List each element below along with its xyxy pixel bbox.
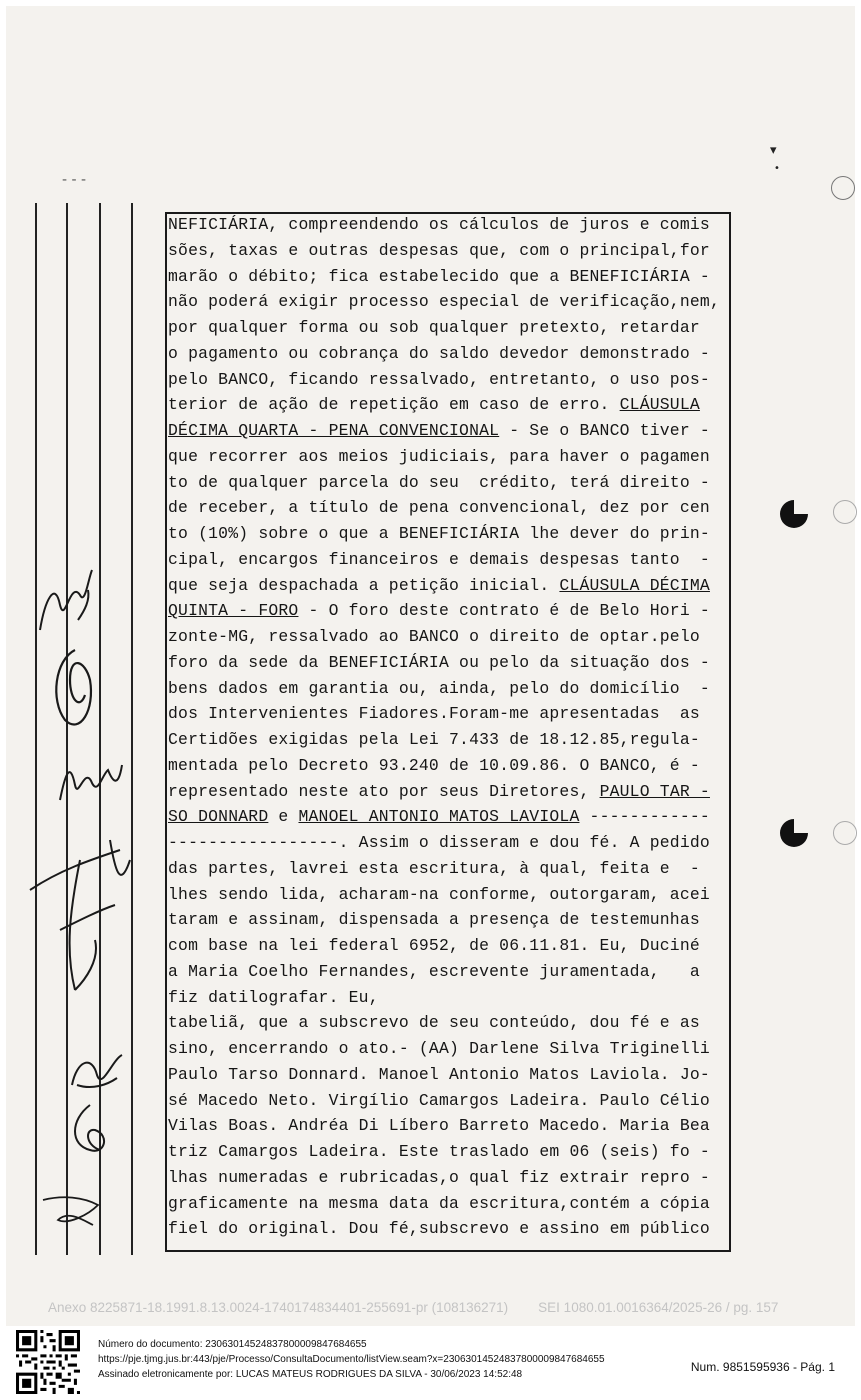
text-segment: de receber, a título de pena convencional, dez por cen — [168, 498, 710, 518]
text-line — [168, 756, 732, 776]
text-segment: graficamente na mesma data da escritura,contém a cópia — [168, 1193, 710, 1213]
text-segment: PAULO TAR - — [599, 781, 710, 801]
text-line — [168, 833, 732, 853]
punch-marker — [779, 499, 809, 529]
text-line — [168, 344, 732, 364]
text-line — [168, 498, 732, 518]
document-number: Número do documento: 23063014524837800009847684655 — [98, 1339, 367, 1350]
text-segment: MANOEL ANTONIO MATOS LAVIOLA — [298, 807, 580, 827]
text-line — [168, 1219, 732, 1239]
annex-stamp — [48, 1300, 778, 1315]
text-line — [168, 241, 732, 261]
text-segment: cipal, encargos financeiros e demais despesas tanto - — [168, 549, 710, 569]
text-line — [168, 627, 732, 647]
text-segment: to (10%) sobre o que a BENEFICIÁRIA lhe dever do prin- — [168, 524, 710, 543]
text-line — [168, 1039, 732, 1059]
text-segment: SO DONNARD — [168, 807, 269, 827]
rubric-signature — [30, 560, 110, 650]
text-segment: lhes sendo lida, acharam-na conforme, outorgaram, acei — [168, 884, 710, 904]
text-line — [168, 962, 732, 982]
rubric-signature — [20, 830, 150, 1000]
text-segment: DÉCIMA QUARTA - PENA CONVENCIONAL — [168, 421, 500, 440]
scan-mark: - - - — [62, 172, 87, 188]
punch-hole — [833, 500, 857, 524]
text-segment: bens dados em garantia ou, ainda, pelo do domicílio - — [168, 678, 710, 698]
text-segment: que recorrer aos meios judiciais, para haver o pagamen — [168, 446, 710, 466]
margin-line — [35, 203, 37, 1255]
text-line — [168, 215, 732, 235]
text-segment: ------------ — [579, 807, 710, 827]
page-number: Num. 9851595936 - Pág. 1 — [690, 1360, 835, 1374]
text-line — [168, 473, 732, 493]
text-line — [168, 601, 732, 621]
text-line — [168, 782, 732, 802]
text-segment: sino, encerrando o ato.- (AA) Darlene Silva Triginelli — [168, 1039, 710, 1058]
rubric-signature — [60, 1100, 120, 1160]
text-segment: marão o débito; fica estabelecido que a BENEFICIÁRIA - — [168, 266, 710, 286]
text-line — [168, 1116, 732, 1136]
sei-reference: SEI 1080.01.0016364/2025-26 / pg. 157 — [538, 1300, 779, 1315]
scan-mark: • — [774, 163, 780, 174]
text-segment: não poderá exigir processo especial de verificação,nem, — [168, 292, 720, 312]
qr-code[interactable] — [16, 1330, 80, 1394]
text-line — [168, 318, 732, 338]
text-segment: triz Camargos Ladeira. Este traslado em 06 (seis) fo - — [168, 1142, 710, 1161]
text-line — [168, 395, 732, 415]
rubric-signature — [50, 745, 130, 815]
text-segment: Paulo Tarso Donnard. Manoel Antonio Matos Laviola. Jo- — [168, 1064, 710, 1084]
text-line — [168, 910, 732, 930]
text-line — [168, 370, 732, 390]
punch-marker — [779, 818, 809, 848]
rubric-signature — [38, 1185, 108, 1235]
text-segment: fiz datilografar. Eu, — [168, 987, 379, 1007]
text-segment: CLÁUSULA — [619, 395, 700, 415]
text-line — [168, 292, 732, 312]
text-line — [168, 988, 732, 1008]
text-segment: mentada pelo Decreto 93.240 de 10.09.86. O BANCO, é - — [168, 755, 700, 775]
text-segment: Certidões exigidas pela Lei 7.433 de 18.12.85,regula- — [168, 730, 700, 749]
text-segment: fiel do original. Dou fé,subscrevo e assino em público — [168, 1219, 710, 1239]
text-segment: sé Macedo Neto. Virgílio Camargos Ladeira. Paulo Célio — [168, 1090, 710, 1110]
text-segment: Vilas Boas. Andréa Di Líbero Barreto Macedo. Maria Bea — [168, 1116, 710, 1136]
signature-info: Assinado eletronicamente por: LUCAS MATEUS RODRIGUES DA SILVA - 30/06/2023 14:52:48 — [98, 1369, 523, 1380]
text-segment: pelo BANCO, ficando ressalvado, entretanto, o uso pos- — [168, 369, 710, 389]
text-line — [168, 859, 732, 879]
text-line — [168, 679, 732, 699]
text-segment: lhas numeradas e rubricadas,o qual fiz extrair repro - — [168, 1167, 710, 1187]
text-segment: NEFICIÁRIA, compreendendo os cálculos de juros e comis — [168, 215, 710, 234]
text-segment: das partes, lavrei esta escritura, à qual, feita e - — [168, 858, 700, 878]
text-line — [168, 550, 732, 570]
text-line — [168, 1013, 732, 1033]
text-line — [168, 653, 732, 673]
rubric-signature — [40, 640, 110, 740]
text-segment: o pagamento ou cobrança do saldo devedor demonstrado - — [168, 343, 710, 363]
punch-hole — [833, 821, 857, 845]
text-line — [168, 730, 732, 750]
punch-hole — [831, 176, 855, 200]
scan-mark: ▾ — [770, 143, 777, 158]
text-segment: zonte-MG, ressalvado ao BANCO o direito de optar.pelo — [168, 627, 700, 646]
text-segment: e — [268, 807, 299, 827]
text-segment: QUINTA - FORO — [168, 601, 299, 621]
text-line — [168, 807, 732, 827]
text-line — [168, 936, 732, 956]
text-segment: representado neste ato por seus Diretores, — [168, 781, 600, 801]
text-segment: foro da sede da BENEFICIÁRIA ou pelo da situação dos - — [168, 652, 710, 672]
text-line — [168, 885, 732, 905]
text-line — [168, 447, 732, 467]
text-segment: -----------------. Assim o disseram e dou fé. A pedido — [168, 833, 710, 852]
text-line — [168, 576, 732, 596]
text-segment: - O foro deste contrato é de Belo Hori - — [298, 601, 710, 621]
text-line — [168, 524, 732, 544]
text-line — [168, 1065, 732, 1085]
text-segment: que seja despachada a petição inicial. — [168, 575, 560, 595]
text-segment: taram e assinam, dispensada a presença de testemunhas — [168, 910, 700, 930]
text-segment: com base na lei federal 6952, de 06.11.81. Eu, Duciné — [168, 936, 700, 955]
text-segment: terior de ação de repetição em caso de erro. — [168, 395, 620, 415]
annex-reference: Anexo 8225871-18.1991.8.13.0024-1740174834401-255691-pr (108136271) — [48, 1300, 509, 1315]
text-segment: por qualquer forma ou sob qualquer pretexto, retardar — [168, 318, 700, 337]
document-url[interactable]: https://pje.tjmg.jus.br:443/pje/Processo/ConsultaDocumento/listView.seam?x=23063014524837800009847684655 — [98, 1354, 605, 1365]
text-segment: - Se o BANCO tiver - — [499, 421, 710, 440]
text-segment: CLÁUSULA DÉCIMA — [559, 575, 710, 595]
text-line — [168, 1194, 732, 1214]
text-line — [168, 1091, 732, 1111]
text-line — [168, 267, 732, 287]
text-segment: a Maria Coelho Fernandes, escrevente juramentada, a — [168, 961, 700, 981]
text-segment: to de qualquer parcela do seu crédito, terá direito - — [168, 472, 710, 492]
text-line — [168, 421, 732, 441]
text-segment: tabeliã, que a subscrevo de seu conteúdo, dou fé e as — [168, 1013, 700, 1033]
text-line — [168, 704, 732, 724]
text-segment: dos Intervenientes Fiadores.Foram-me apresentadas as — [168, 704, 700, 724]
text-segment: sões, taxas e outras despesas que, com o principal,for — [168, 240, 710, 260]
text-line — [168, 1168, 732, 1188]
text-line — [168, 1142, 732, 1162]
rubric-signature — [62, 1040, 132, 1100]
